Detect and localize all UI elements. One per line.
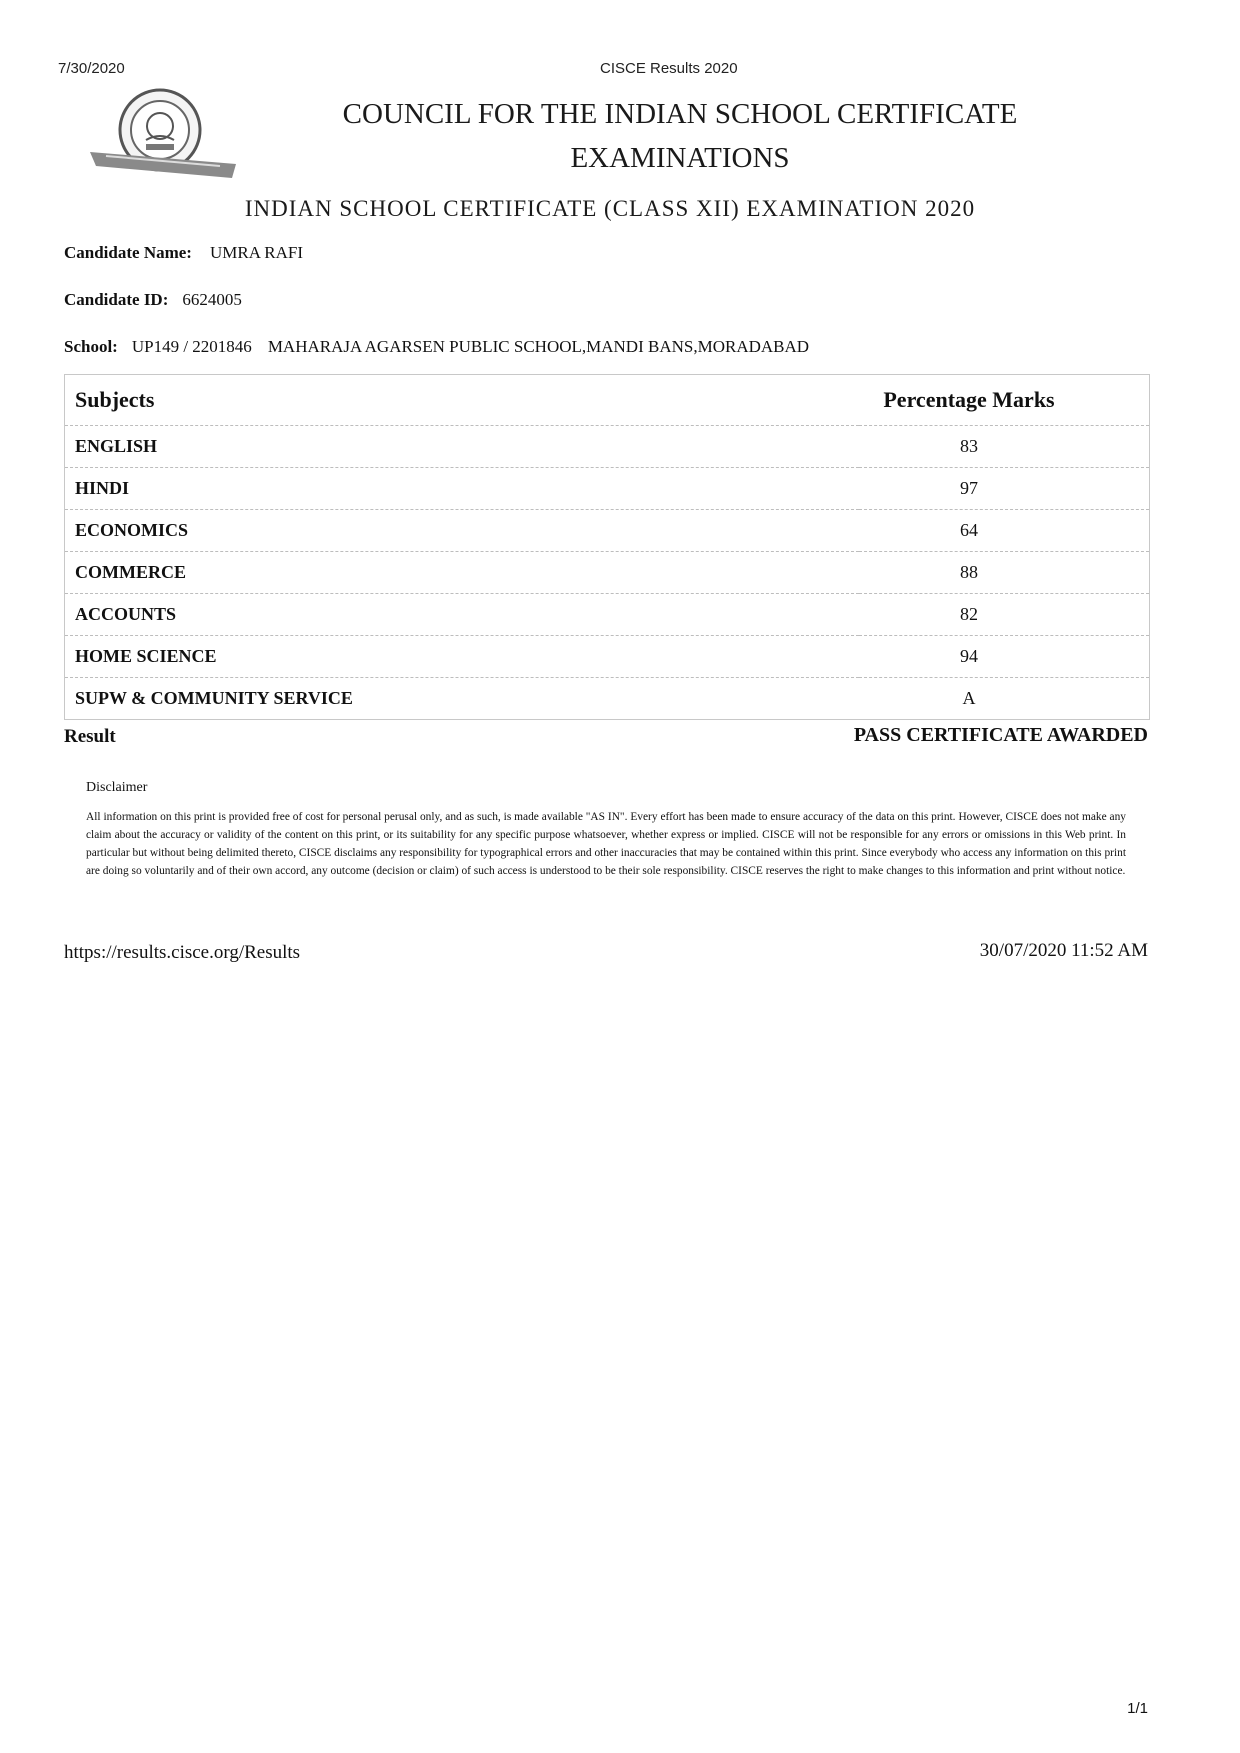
percentage-marks-header: Percentage Marks	[859, 375, 1150, 426]
table-row	[65, 594, 1150, 636]
table-row	[65, 678, 1150, 720]
council-title: COUNCIL FOR THE INDIAN SCHOOL CERTIFICATE EXAMINATIONS	[342, 98, 1018, 174]
print-date: 7/30/2020	[58, 60, 125, 77]
candidate-id-line	[64, 290, 258, 310]
school-line	[64, 337, 825, 357]
disclaimer-title: Disclaimer	[86, 780, 148, 795]
subject-marks: 88	[859, 552, 1150, 594]
subject-name: HOME SCIENCE	[65, 636, 860, 678]
print-title: CISCE Results 2020	[600, 60, 738, 77]
subject-name: HINDI	[65, 468, 860, 510]
subject-name: ENGLISH	[65, 426, 860, 468]
school-name: MAHARAJA AGARSEN PUBLIC SCHOOL,MANDI BANS,MORADABAD	[267, 337, 810, 356]
school-code: UP149 / 2201846	[131, 337, 252, 356]
candidate-id-label: Candidate ID:	[64, 290, 169, 309]
table-row	[65, 552, 1150, 594]
cisce-emblem-icon	[86, 86, 244, 188]
candidate-id-value: 6624005	[182, 290, 242, 309]
disclaimer-text: All information on this print is provided free of cost for personal perusal only, and as such, is made available "AS IN". Every effort has been made to ensure accuracy of the data on this print. However, CISCE does not make any claim about the accuracy or validity of the content on this print, or its suitability for any specific purpose whatsoever, whether express or implied. CISCE will not be responsible for any errors or omissions in this Web print. In particular but without being delimited thereto, CISCE disclaims any responsibility for typographical errors and other inaccuracies that may be contained within this print. Since everybody who access any information on this print are doing so voluntarily and of their own accord, any outcome (decision or claim) of such access is understood to be their sole responsibility. CISCE reserves the right to make changes to this information and print without notice.	[86, 811, 1126, 877]
result-value: PASS CERTIFICATE AWARDED	[853, 724, 1148, 746]
result-label: Result	[64, 726, 116, 747]
marks-table	[64, 374, 1150, 720]
school-label: School:	[64, 337, 118, 356]
table-header-row	[65, 375, 1150, 426]
subject-name: SUPW & COMMUNITY SERVICE	[65, 678, 860, 720]
subject-marks: 83	[859, 426, 1150, 468]
subject-marks: 94	[859, 636, 1150, 678]
subject-marks: A	[859, 678, 1150, 720]
table-row	[65, 636, 1150, 678]
subject-name: ACCOUNTS	[65, 594, 860, 636]
candidate-name-line	[64, 243, 319, 263]
candidate-name-value: UMRA RAFI	[209, 243, 304, 262]
table-row	[65, 468, 1150, 510]
subject-marks: 82	[859, 594, 1150, 636]
subject-name: ECONOMICS	[65, 510, 860, 552]
exam-title: INDIAN SCHOOL CERTIFICATE (CLASS XII) EXAMINATION 2020	[244, 196, 976, 221]
subject-name: COMMERCE	[65, 552, 860, 594]
table-row	[65, 426, 1150, 468]
footer-timestamp: 30/07/2020 11:52 AM	[979, 940, 1148, 961]
page-number: 1/1	[1127, 1700, 1148, 1717]
subjects-header: Subjects	[65, 375, 860, 426]
footer-url: https://results.cisce.org/Results	[64, 942, 301, 963]
subject-marks: 97	[859, 468, 1150, 510]
candidate-name-label: Candidate Name:	[64, 243, 192, 262]
subject-marks: 64	[859, 510, 1150, 552]
table-row	[65, 510, 1150, 552]
